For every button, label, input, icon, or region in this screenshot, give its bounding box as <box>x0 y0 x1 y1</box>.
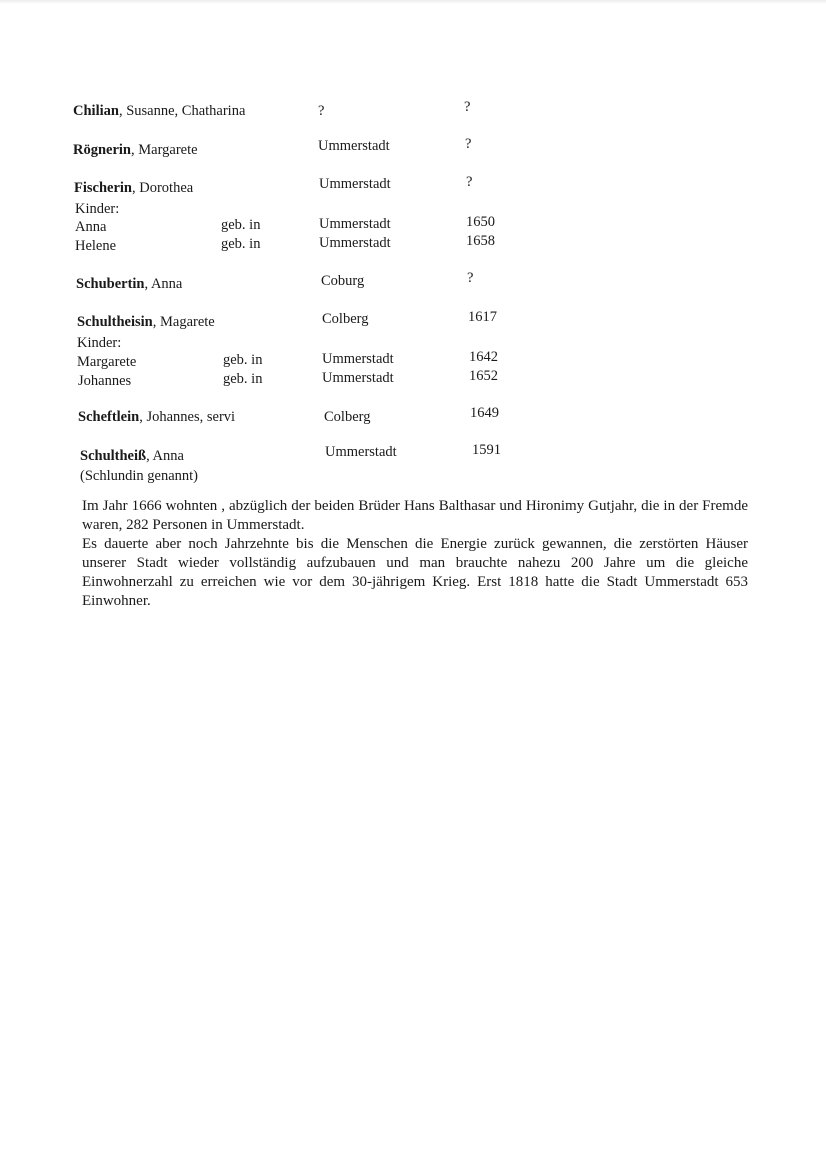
scan-edge <box>0 0 826 4</box>
entry-surname: Fischerin <box>74 180 132 196</box>
entry-note-text: (Schlundin genannt) <box>80 468 198 484</box>
child-geb: geb. in <box>221 236 261 252</box>
children-label <box>0 333 826 353</box>
entry-roegnerin <box>0 136 826 160</box>
child-place: Ummerstadt <box>319 235 391 251</box>
summary-text <box>82 497 748 611</box>
entry-given-names: , Johannes, servi <box>139 409 236 425</box>
entry-scheftlein <box>0 407 826 427</box>
children-label <box>0 199 826 219</box>
entry-name <box>77 312 215 332</box>
entry-surname: Scheftlein <box>78 409 140 425</box>
entry-year: ? <box>465 136 472 152</box>
entry-given-names: , Susanne, Chatharina <box>118 103 246 119</box>
entry-note <box>0 466 826 486</box>
entry-place: Ummerstadt <box>318 138 390 154</box>
entry-fischerin <box>0 174 826 198</box>
child-year: 1652 <box>469 368 498 384</box>
entry-name <box>74 178 193 198</box>
entry-year: 1591 <box>472 442 501 458</box>
entry-chilian <box>0 101 826 121</box>
child-row <box>0 233 826 256</box>
entry-surname: Rögnerin <box>73 142 131 158</box>
entry-year: 1649 <box>470 405 499 421</box>
entry-name <box>76 274 182 294</box>
child-row <box>0 214 826 237</box>
entry-surname: Schultheiß <box>80 448 147 464</box>
child-year: 1642 <box>469 349 498 365</box>
entry-place: ? <box>318 103 325 119</box>
entry-place: Colberg <box>322 311 369 327</box>
child-geb: geb. in <box>223 371 263 387</box>
entry-surname: Chilian <box>73 103 119 119</box>
entry-place: Ummerstadt <box>325 444 397 460</box>
entry-given-names: , Dorothea <box>132 180 194 196</box>
child-name: Helene <box>75 238 117 254</box>
entry-year: ? <box>467 270 474 286</box>
entry-year: 1617 <box>468 309 497 325</box>
entry-name <box>73 140 198 160</box>
paragraph: Es dauerte aber noch Jahrzehnte bis die Menschen die Energie zurück gewannen, die zerstörten Häuser unserer Stadt wieder vollständig aufzubauen und man brauchte nahezu 200 Jahre um die gleiche Einwohnerzahl zu erreichen wie vor dem 30-jährigem Krieg. Erst 1818 hatte die Stadt Ummerstadt 653 Einwohner. <box>82 536 748 609</box>
entry-year: ? <box>464 99 471 115</box>
entry-surname: Schultheisin <box>77 314 153 330</box>
entry-schultheisin <box>0 309 826 332</box>
entry-place: Colberg <box>324 409 371 425</box>
entry-name <box>73 101 245 121</box>
children-label-text: Kinder: <box>77 335 122 351</box>
paragraph: Im Jahr 1666 wohnten , abzüglich der beiden Brüder Hans Balthasar und Hironimy Gutjahr, die in der Fremde waren, 282 Personen in Ummerstadt. <box>82 498 748 533</box>
child-geb: geb. in <box>221 217 261 233</box>
child-place: Ummerstadt <box>319 216 391 232</box>
child-name: Johannes <box>78 373 132 389</box>
child-geb: geb. in <box>223 352 263 368</box>
entry-schubertin <box>0 270 826 294</box>
entry-given-names: , Margarete <box>131 142 198 158</box>
entry-name <box>78 407 235 427</box>
child-row <box>0 368 826 391</box>
entry-place: Coburg <box>321 273 365 289</box>
child-name: Margarete <box>77 354 137 370</box>
child-name: Anna <box>75 219 107 235</box>
child-place: Ummerstadt <box>322 351 394 367</box>
entry-given-names: , Anna <box>146 448 184 464</box>
child-year: 1658 <box>466 233 495 249</box>
children-label-text: Kinder: <box>75 201 120 217</box>
entry-year: ? <box>466 174 473 190</box>
child-row <box>0 349 826 372</box>
child-place: Ummerstadt <box>322 370 394 386</box>
child-year: 1650 <box>466 214 495 230</box>
entry-place: Ummerstadt <box>319 176 391 192</box>
entry-surname: Schubertin <box>76 276 145 292</box>
entry-schultheiss <box>0 442 826 466</box>
entry-given-names: , Magarete <box>152 314 215 330</box>
entry-name <box>80 446 184 466</box>
entry-given-names: , Anna <box>144 276 183 292</box>
